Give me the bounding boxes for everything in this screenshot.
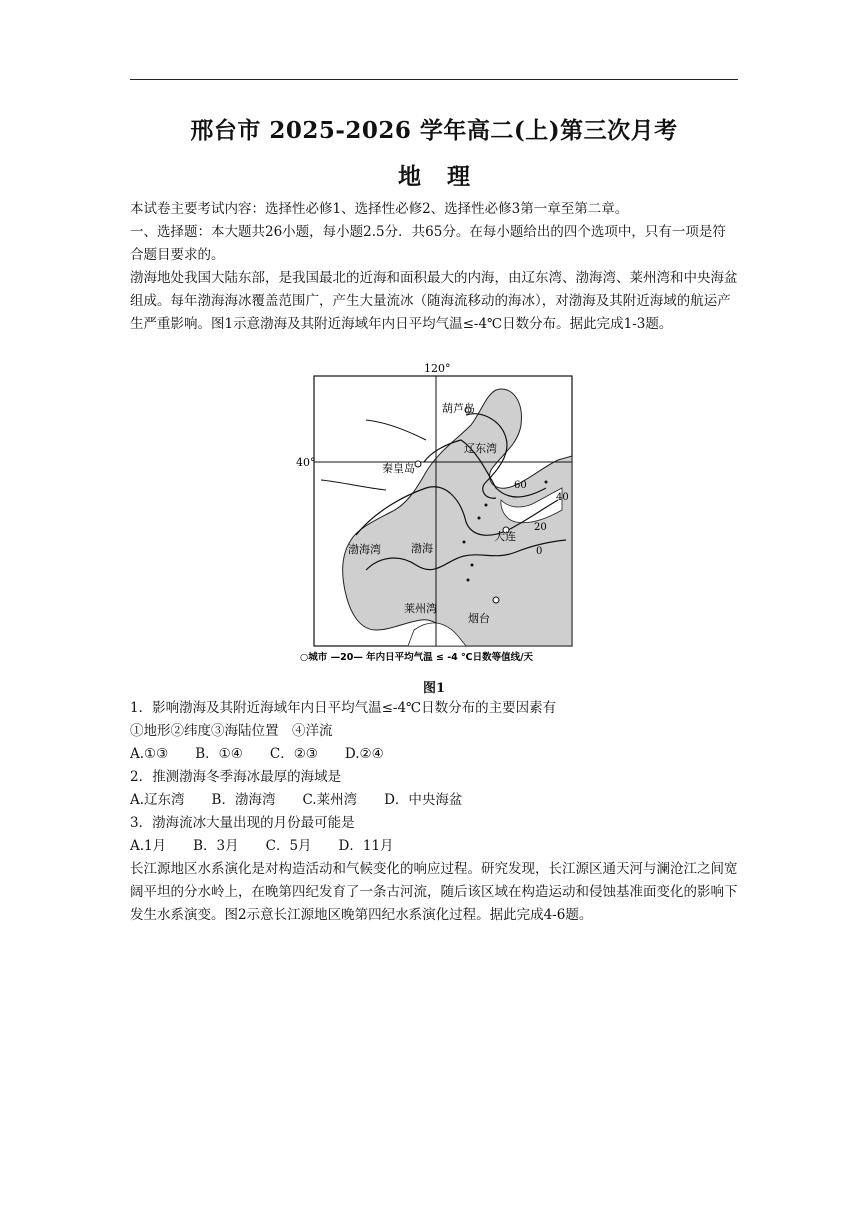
question-1-options: A.①③ B．①④ C．②③ D.②④ [130, 746, 384, 762]
header-rule [130, 79, 738, 80]
label-laizhouwan: 莱州湾 [404, 602, 437, 615]
isoline-label-20: 20 [534, 522, 547, 533]
label-liaodong: 辽东湾 [464, 442, 497, 455]
exam-scope: 本试卷主要考试内容：选择性必修1、选择性必修2、选择性必修3第一章至第二章。 [130, 201, 629, 217]
label-huludao: 葫芦岛 [442, 402, 475, 415]
exam-title: 邢台市 2025-2026 学年高二(上)第三次月考 [190, 117, 678, 144]
lon-label: 120° [424, 362, 451, 375]
intro-block [130, 198, 738, 336]
question-3-stem: 3．渤海流冰大量出现的月份最可能是 [130, 815, 355, 831]
isoline-label-60: 60 [514, 480, 527, 491]
question-2-options: A.辽东湾 B．渤海湾 C.莱州湾 D．中央海盆 [130, 792, 463, 808]
question-2-stem: 2．推测渤海冬季海冰最厚的海域是 [130, 769, 342, 785]
label-dalian: 大连 [494, 530, 516, 543]
label-bohai: 渤海 [411, 542, 433, 555]
questions-block [130, 697, 738, 927]
map-legend: ○城市 —20— 年内日平均气温 ≤ -4 ℃日数等值线/天 [300, 652, 534, 663]
question-3-options: A.1月 B．3月 C．5月 D．11月 [130, 838, 394, 854]
label-qinhuangdao: 秦皇岛 [382, 462, 415, 475]
label-bohaiwan: 渤海湾 [348, 543, 381, 556]
isoline-label-0: 0 [536, 546, 543, 557]
passage-2: 长江源地区水系演化是对构造活动和气候变化的响应过程。研究发现，长江源区通天河与澜沧江之间宽阔平坦的分水岭上，在晚第四纪发育了一条古河流，随后该区域在构造运动和侵蚀基准面变化的影响下发生水系演变。图2示意长江源地区晚第四纪水系演化过程。据此完成4-6题。 [130, 861, 738, 923]
isoline-label-40: 40 [556, 492, 569, 503]
question-1-stem: 1．影响渤海及其附近海域年内日平均气温≤-4℃日数分布的主要因素有 [130, 700, 557, 716]
figure-1-caption: 图1 [422, 681, 446, 696]
section-instructions: 一、选择题：本大题共26小题，每小题2.5分．共65分。在每小题给出的四个选项中，只有一项是符合题目要求的。 [130, 224, 726, 263]
label-yantai: 烟台 [468, 612, 490, 625]
subject-title: 地理 [398, 163, 496, 190]
lat-label: 40° [296, 456, 316, 469]
bohai-map [296, 360, 586, 665]
question-1-items: ①地形②纬度③海陆位置 ④洋流 [130, 723, 333, 739]
passage-1: 渤海地处我国大陆东部，是我国最北的近海和面积最大的内海，由辽东湾、渤海湾、莱州湾和中央海盆组成。每年渤海海冰覆盖范围广，产生大量流冰（随海流移动的海冰），对渤海及其附近海域的航运产生严重影响。图1示意渤海及其附近海域年内日平均气温≤-4℃日数分布。据此完成1-3题。 [130, 270, 738, 332]
